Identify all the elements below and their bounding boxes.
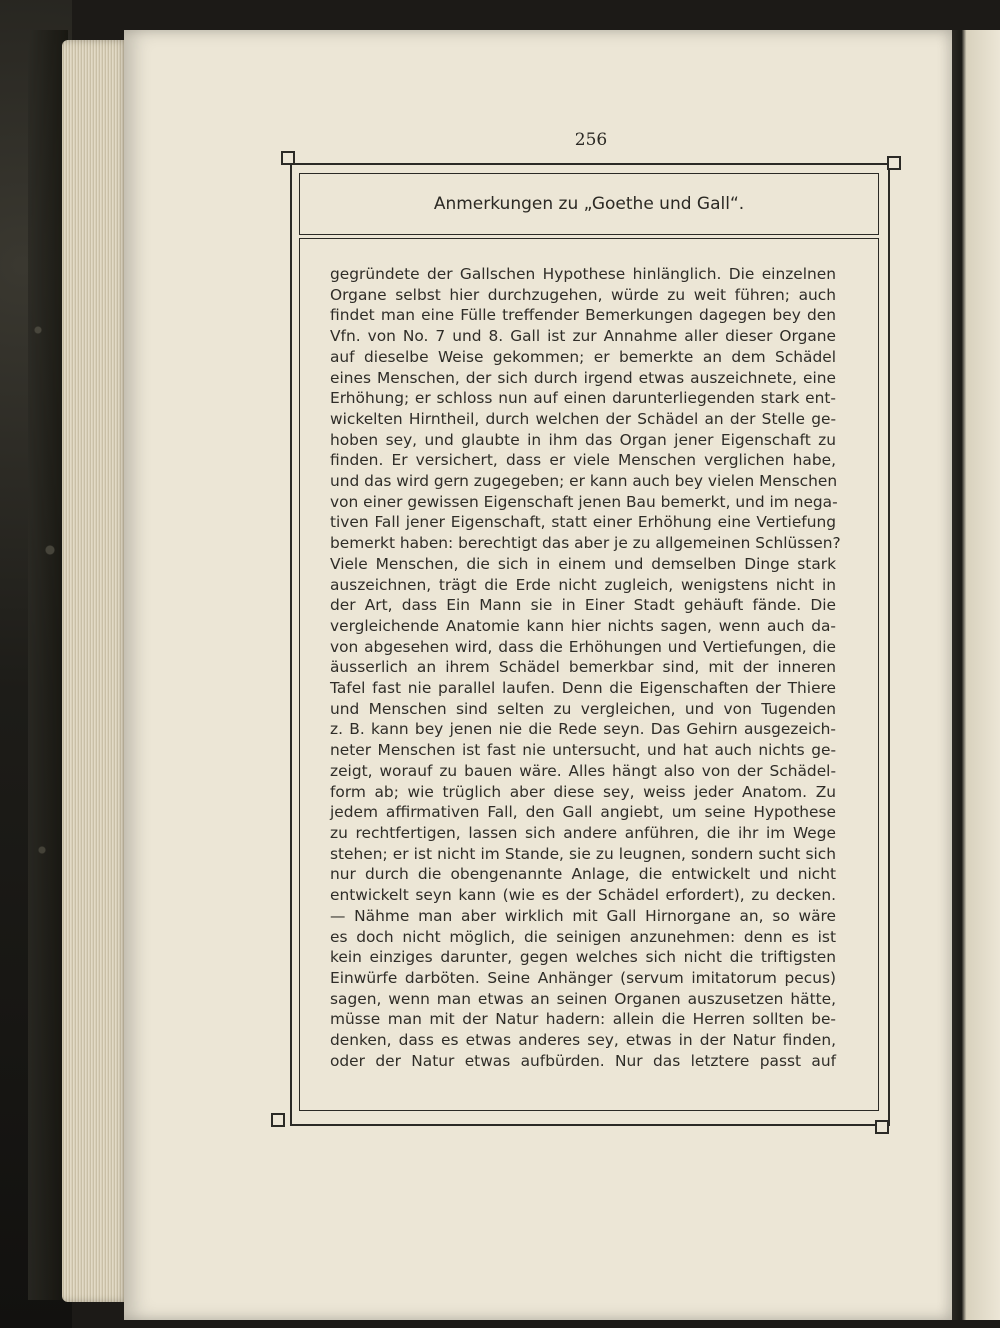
text-line: oder der Natur etwas aufbürden. Nur das letztere passt auf [330, 1051, 836, 1070]
text-line: kein einziges darunter, gegen welches sich nicht die triftigsten [330, 948, 836, 967]
text-line: müsse man mit der Natur hadern: allein die Herren sollten be- [330, 1010, 836, 1029]
text-line: vergleichende Anatomie kann hier nichts sagen, wenn auch da- [330, 616, 836, 635]
text-line: es doch nicht möglich, die seinigen anzunehmen: denn es ist [330, 927, 836, 946]
text-line: Erhöhung; er schloss nun auf einen darunterliegenden stark ent- [330, 389, 836, 408]
text-line: Tafel fast nie parallel laufen. Denn die Eigenschaften der Thiere [330, 679, 836, 698]
text-line: jedem affirmativen Fall, den Gall angiebt, um seine Hypothese [330, 803, 836, 822]
text-line: Einwürfe darböten. Seine Anhänger (servum imitatorum pecus) [330, 968, 836, 987]
text-line: entwickelt seyn kann (wie es der Schädel erfordert), zu decken. [330, 886, 836, 905]
text-line: gegründete der Gallschen Hypothese hinlänglich. Die einzelnen [330, 265, 836, 283]
text-line: — Nähme man aber wirklich mit Gall Hirnorgane an, so wäre [330, 906, 836, 925]
body-text [330, 264, 841, 1071]
text-line: wickelten Hirntheil, durch welchen der Schädel an der Stelle ge- [330, 409, 836, 428]
text-line: zeigt, worauf zu bauen wäre. Alles hängt also von der Schädel- [330, 761, 836, 780]
text-line: finden. Er versichert, dass er viele Menschen verglichen habe, [330, 451, 836, 470]
text-line: neter Menschen ist fast nie untersucht, und hat auch nichts ge- [330, 741, 836, 760]
text-line: auszeichnen, trägt die Erde nicht zugleich, wenigstens nicht in [330, 575, 836, 594]
frame-corner-bottom-left [271, 1113, 285, 1127]
frame-corner-top-left [281, 151, 295, 165]
text-line: Organe selbst hier durchzugehen, würde zu weit führen; auch [330, 285, 836, 304]
text-line: findet man eine Fülle treffender Bemerkungen dagegen bey den [330, 306, 836, 325]
frame-corner-top-right [887, 156, 901, 170]
running-header: Anmerkungen zu „Goethe und Gall“. [433, 194, 745, 214]
text-line: der Art, dass Ein Mann sie in Einer Stadt gehäuft fände. Die [330, 596, 836, 615]
text-line: Vfn. von No. 7 und 8. Gall ist zur Annahme aller dieser Organe [330, 327, 836, 346]
text-line: stehen; er ist nicht im Stande, sie zu leugnen, sondern sucht sich [330, 844, 836, 863]
text-line: und Menschen sind selten zu vergleichen, und von Tugenden [330, 699, 836, 718]
text-line: hoben sey, und glaubte in ihm das Organ jener Eigenschaft zu [330, 430, 836, 449]
text-line: tiven Fall jener Eigenschaft, statt einer Erhöhung eine Vertiefung [330, 513, 836, 532]
text-line: eines Menschen, der sich durch irgend etwas auszeichnete, eine [330, 368, 836, 387]
header-box [299, 173, 879, 235]
next-page-edge [952, 30, 1000, 1320]
text-line: denken, dass es etwas anderes sey, etwas in der Natur finden, [330, 1031, 836, 1050]
text-line: form ab; wie trüglich aber diese sey, weiss jeder Anatom. Zu [330, 782, 836, 801]
text-line: bemerkt haben: berechtigt das aber je zu allgemeinen Schlüssen? [330, 534, 841, 553]
text-line: nur durch die obengenannte Anlage, die entwickelt und nicht [330, 865, 836, 884]
text-line: von abgesehen wird, dass die Erhöhungen und Vertiefungen, die [330, 637, 836, 656]
text-line: Viele Menschen, die sich in einem und demselben Dinge stark [330, 554, 836, 573]
text-line: auf dieselbe Weise gekommen; er bemerkte an dem Schädel [330, 347, 836, 366]
page-number: 256 [574, 130, 608, 150]
text-line: und das wird gern zugegeben; er kann auch bey vielen Menschen [330, 472, 838, 491]
frame-corner-bottom-right [875, 1120, 889, 1134]
text-line: zu rechtfertigen, lassen sich andere anführen, die ihr im Wege [330, 823, 836, 842]
text-line: äusserlich an ihrem Schädel bemerkbar sind, mit der inneren [330, 658, 836, 677]
text-line: sagen, wenn man etwas an seinen Organen auszusetzen hätte, [330, 989, 836, 1008]
text-line: von einer gewissen Eigenschaft jenen Bau bemerkt, und im nega- [330, 492, 838, 511]
text-line: z. B. kann bey jenen nie die Rede seyn. Das Gehirn ausgezeich- [330, 720, 836, 739]
page-edges [62, 40, 128, 1302]
